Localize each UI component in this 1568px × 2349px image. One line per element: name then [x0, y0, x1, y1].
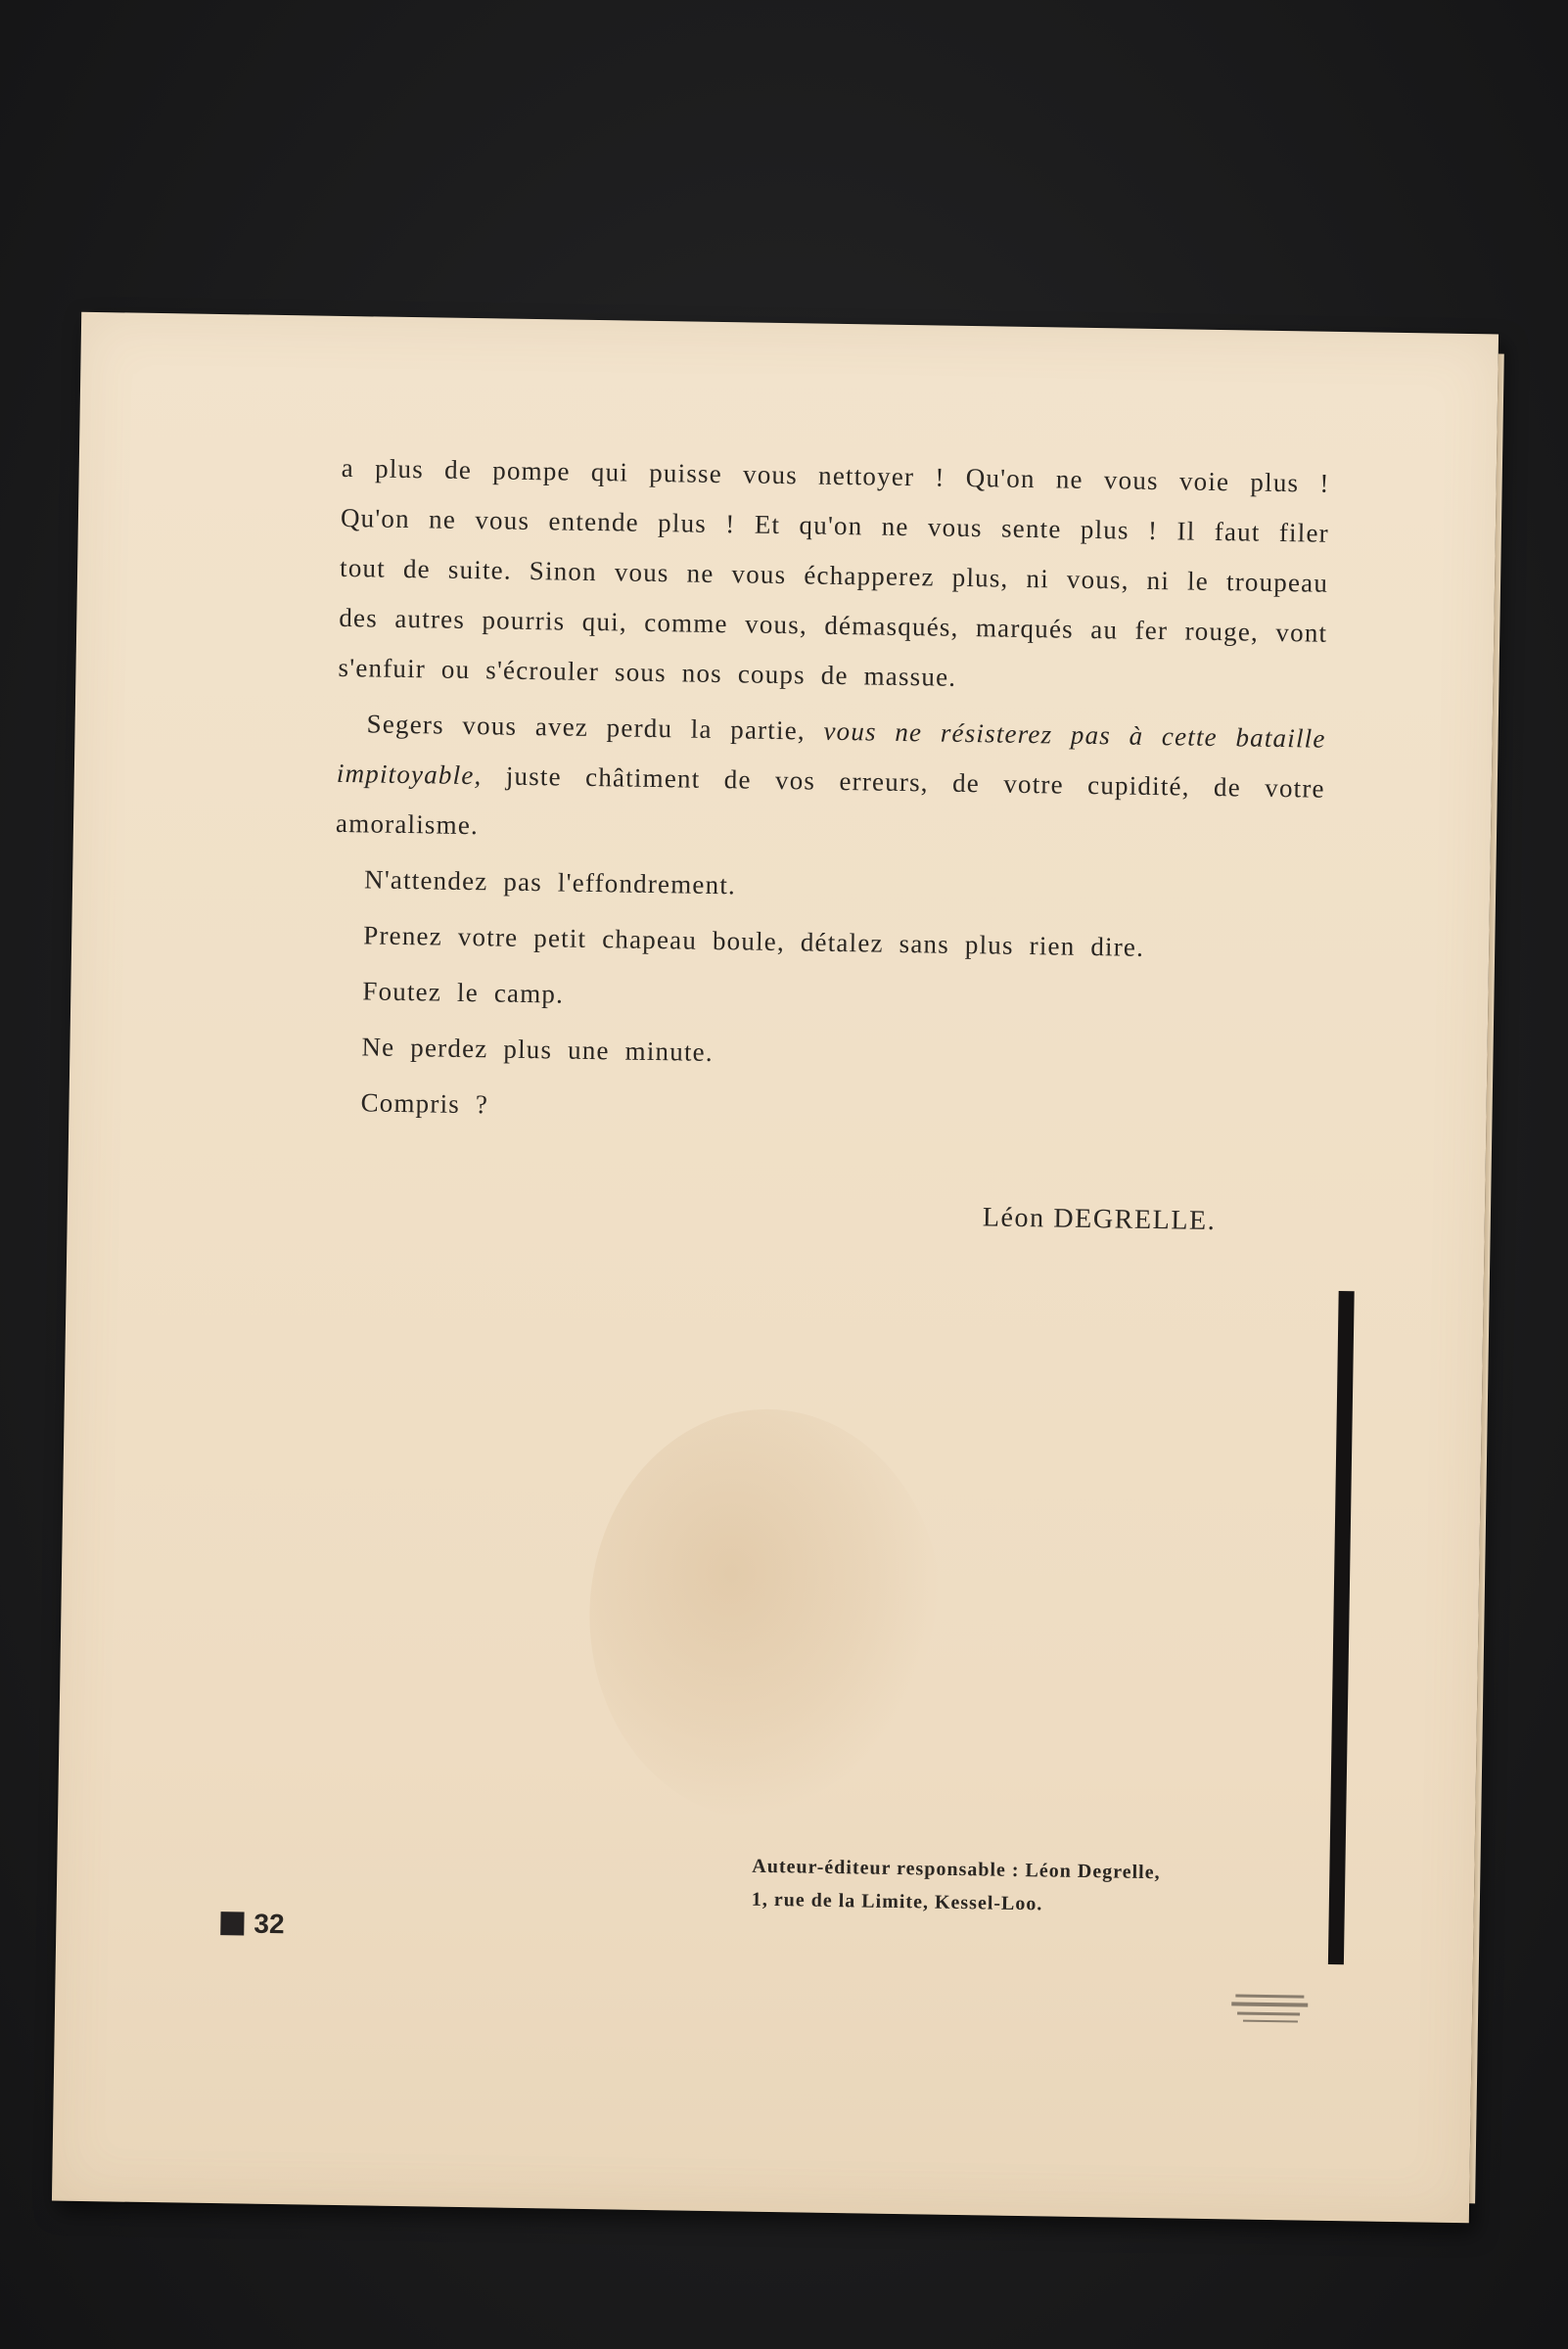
paragraph-1: a plus de pompe qui puisse vous nettoyer ! Qu'on ne vous voie plus ! Qu'on ne vous entende plus ! Et qu'on ne vous sente plus ! Il faut filer tout de suite. Sinon vous ne vous échapperez plus, ni vous, ni le troupeau des autres pourris qui, comme vous, démasqués, marqués au fer rouge, vont s'enfuir ou s'écrouler sous nos coups de massue. [338, 452, 1330, 692]
paragraph-2-italic: vous ne résisterez pas à cette bataille impitoyable, [336, 715, 1326, 791]
square-marker-icon [220, 1911, 244, 1935]
colophon-line-2: 1, rue de la Limite, Kessel-Loo. [751, 1888, 1043, 1915]
paragraph-7: Compris ? [360, 1087, 489, 1120]
body-text [331, 443, 1330, 1143]
document-page [52, 312, 1499, 2224]
paragraph-2-start: Segers vous avez perdu la partie, [366, 709, 824, 746]
paper-stain [586, 1406, 945, 1823]
paragraph-3: N'attendez pas l'effondrement. [363, 864, 737, 900]
vertical-rule [1328, 1291, 1355, 1964]
page-number [220, 1908, 285, 1940]
paragraph-2 [336, 699, 1326, 864]
paragraph-5: Foutez le camp. [362, 976, 565, 1009]
paragraph-6: Ne perdez plus une minute. [361, 1032, 715, 1067]
page-number-value: 32 [254, 1908, 285, 1940]
signature: Léon DEGRELLE. [982, 1202, 1217, 1237]
paragraph-2-end: juste châtiment de vos erreurs, de votre cupidité, de votre amoralisme. [335, 760, 1325, 841]
colophon [752, 1850, 1301, 1925]
colophon-line-1: Auteur-éditeur responsable : Léon Degrelle, [752, 1855, 1161, 1884]
paragraph-4: Prenez votre petit chapeau boule, détalez sans plus rien dire. [363, 920, 1145, 962]
printer-mark [1229, 1990, 1316, 2030]
